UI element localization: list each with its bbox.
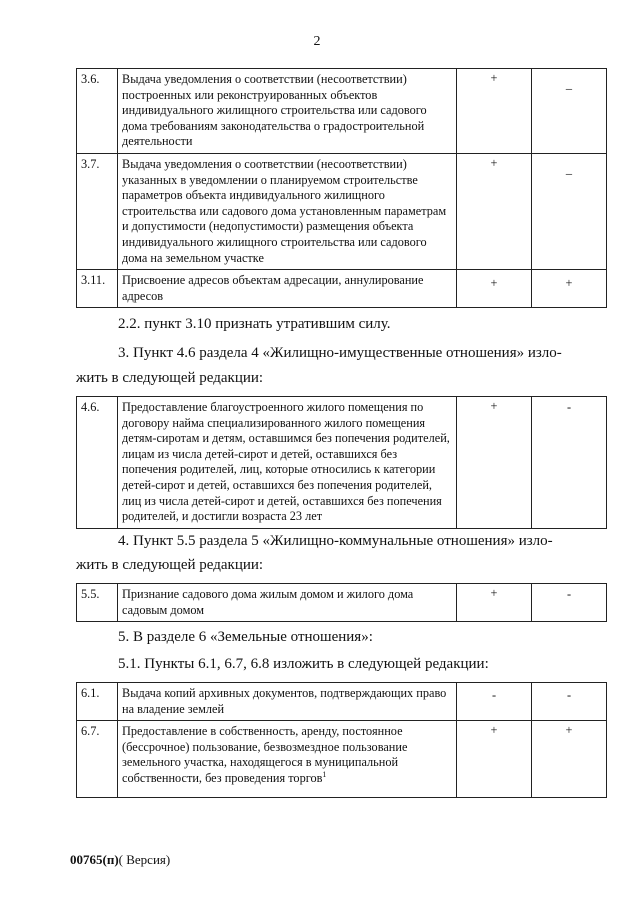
paragraph-4-line-2: жить в следующей редакции: <box>76 557 264 573</box>
row-description: Выдача уведомления о соответствии (несоответствии) построенных или реконструированных объектов индивидуального жилищного строительства или садового дома требованиям законодательства о градостроительной деятельности <box>118 69 457 154</box>
row-mark-2: - <box>532 584 607 622</box>
row-description: Выдача уведомления о соответствии (несоответствии) указанных в уведомлении о планируемом строительстве параметров объекта индивидуального жилищного строительства или садового дома установленным параметрам и допустимости (недопустимости) размещения объекта индивидуального жилищного строительства или садового дома на земельном участке <box>118 153 457 269</box>
row-description: Признание садового дома жилым домом и жилого дома садовым домом <box>118 584 457 622</box>
row-mark-1: + <box>457 153 532 269</box>
services-table-section-3 <box>76 68 607 308</box>
table-row <box>77 683 607 721</box>
paragraph-3-line-2: жить в следующей редакции: <box>76 370 264 386</box>
table-row <box>77 153 607 269</box>
row-number: 6.7. <box>77 721 118 797</box>
services-table-section-5 <box>76 583 607 622</box>
paragraph-5-1: 5.1. Пункты 6.1, 6.7, 6.8 изложить в следующей редакции: <box>118 656 489 672</box>
row-mark-1: + <box>457 270 532 308</box>
services-table-section-4 <box>76 396 607 529</box>
row-description-text: Предоставление в собственность, аренду, постоянное (бессрочное) пользование, безвозмездное пользование земельного участка, находящегося в муниципальной собственности, без проведения торгов <box>122 724 408 785</box>
table-row <box>77 270 607 308</box>
row-description: Выдача копий архивных документов, подтверждающих право на владение землей <box>118 683 457 721</box>
row-mark-1: + <box>457 721 532 797</box>
row-number: 5.5. <box>77 584 118 622</box>
row-number: 3.11. <box>77 270 118 308</box>
row-description: Присвоение адресов объектам адресации, аннулирование адресов <box>118 270 457 308</box>
paragraph-4-line-1: 4. Пункт 5.5 раздела 5 «Жилищно-коммунальные отношения» изло- <box>118 533 553 549</box>
row-number: 6.1. <box>77 683 118 721</box>
paragraph-5: 5. В разделе 6 «Земельные отношения»: <box>118 629 373 645</box>
row-mark-1: + <box>457 69 532 154</box>
table-row <box>77 397 607 529</box>
row-number: 3.7. <box>77 153 118 269</box>
row-mark-2: - <box>532 397 607 529</box>
row-mark-2: + <box>532 270 607 308</box>
paragraph-3-line-1: 3. Пункт 4.6 раздела 4 «Жилищно-имущественные отношения» изло- <box>118 345 562 361</box>
footnote-marker: 1 <box>322 769 327 779</box>
table-row <box>77 584 607 622</box>
row-mark-1: - <box>457 683 532 721</box>
row-mark-2: _ <box>532 69 607 154</box>
services-table-section-6 <box>76 682 607 798</box>
document-footer <box>70 852 170 868</box>
row-mark-1: + <box>457 584 532 622</box>
table-row <box>77 721 607 797</box>
row-mark-1: + <box>457 397 532 529</box>
page-number: 2 <box>313 34 321 49</box>
row-number: 3.6. <box>77 69 118 154</box>
row-mark-2: + <box>532 721 607 797</box>
document-version: ( Версия) <box>118 852 171 867</box>
row-description: Предоставление благоустроенного жилого помещения по договору найма специализированного жилого помещения детям-сиротам и детям, оставшимся без попечения родителей, лицам из числа детей-сирот и детей, оставшихся без попечения родителей, лиц, которые относились к категории детей-сирот и детей, оставшихся без попечения родителей, лиц из числа детей-сирот и детей, оставшихся без попечения родителей, и достигли возраста 23 лет <box>118 397 457 529</box>
document-code: 00765(п) <box>70 852 119 867</box>
table-row <box>77 69 607 154</box>
row-mark-2: _ <box>532 153 607 269</box>
paragraph-2-2: 2.2. пункт 3.10 признать утратившим силу. <box>118 316 391 332</box>
row-mark-2: - <box>532 683 607 721</box>
row-number: 4.6. <box>77 397 118 529</box>
row-description <box>118 721 457 797</box>
